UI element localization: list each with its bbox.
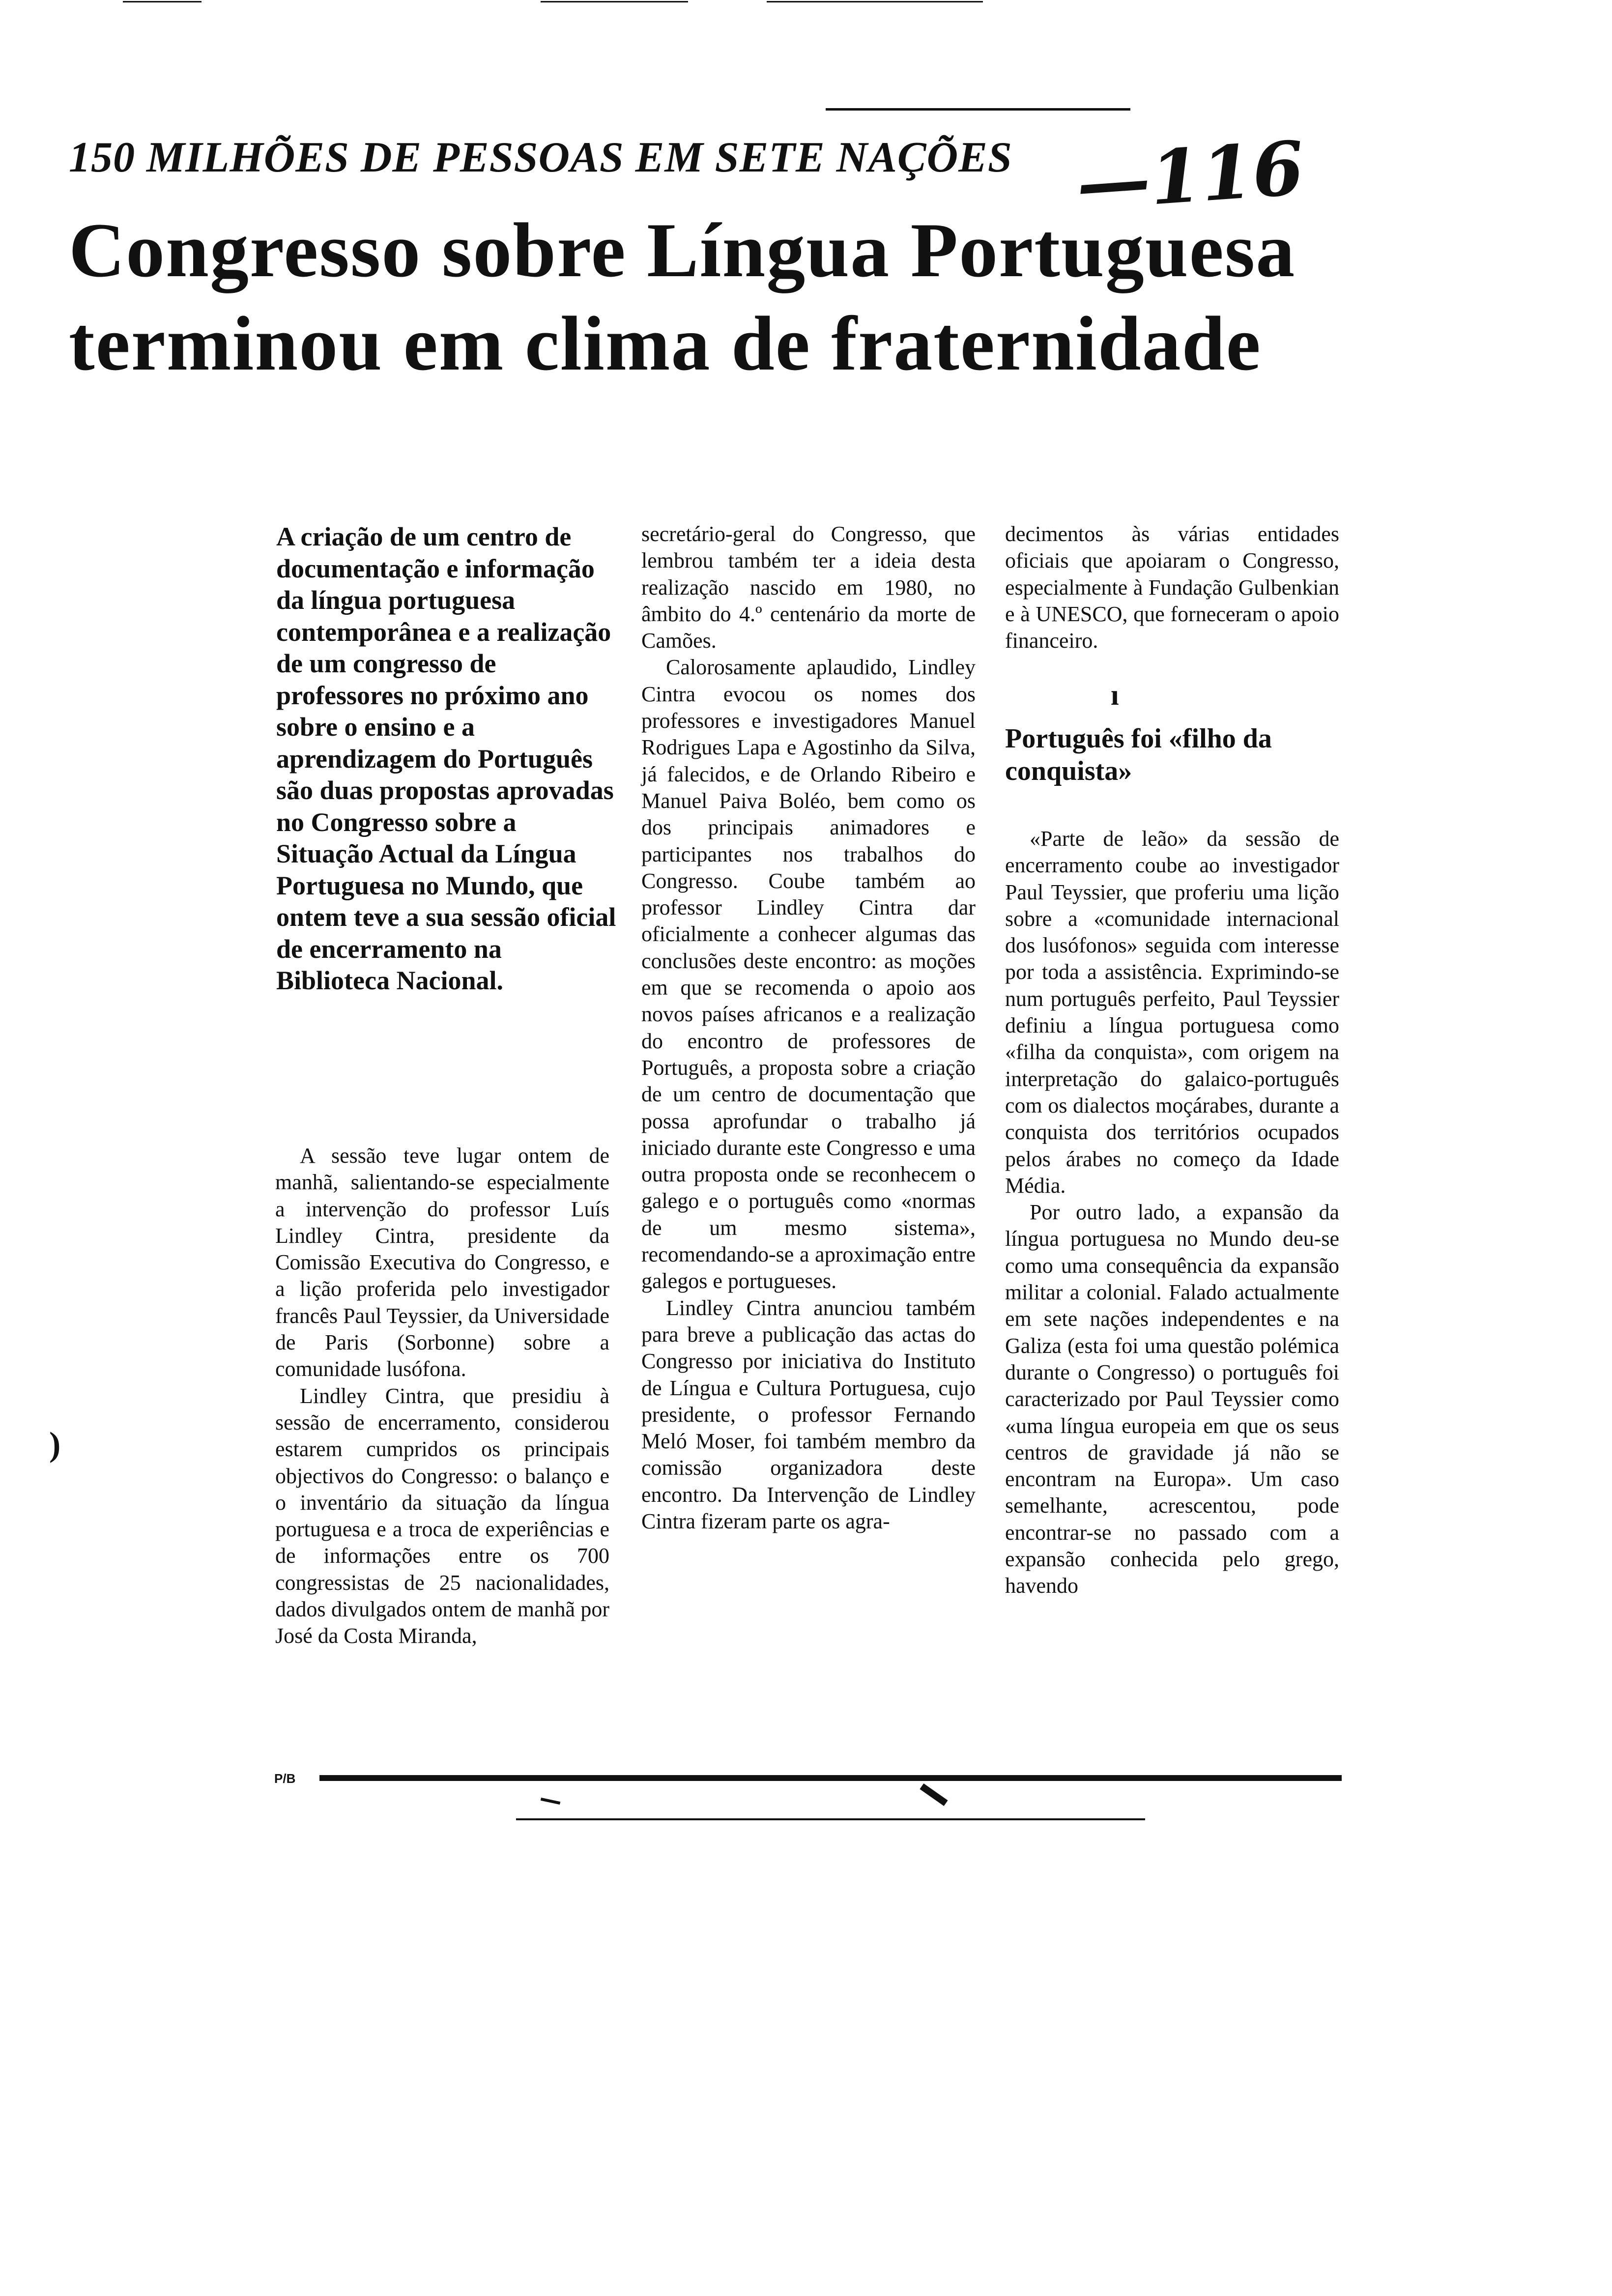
column-1-paragraph-2: Lindley Cintra, que presidiu à sessão de encerramento, considerou estarem cumpridos os principais objectivos do Congresso: o balanço e o inventário da situação da língua portuguesa e a troca de experiências e de informações entre os 700 congressistas de 25 nacionalidades, dados divulgados ontem de manhã por José da Costa Miranda, (275, 1383, 609, 1648)
footer-rule-thin (516, 1818, 1145, 1820)
column-3-body (1005, 826, 1339, 1600)
column-2 (641, 521, 976, 1535)
lead-paragraph: A criação de um centro de documentação e informação da língua portuguesa contemporânea e a realização de um congresso de professores no próximo ano sobre o ensino e a aprendizagem do Português são duas propostas aprovadas no Congresso sobre a Situação Actual da Língua Portuguesa no Mundo, que ontem teve a sua sessão oficial de encerramento na Biblioteca Nacional. (276, 522, 616, 995)
column-1-paragraph-1: A sessão teve lugar ontem de manhã, salientando-se especialmente a intervenção do professor Luís Lindley Cintra, presidente da Comissão Executiva do Congresso, e a lição proferida pelo investigador francês Paul Teyssier, da Universidade de Paris (Sorbonne) sobre a comunidade lusófona. (275, 1144, 609, 1381)
column-3-intro: decimentos às várias entidades oficiais que apoiaram o Congresso, especialmente à Fundação Gulbenkian e à UNESCO, que forneceram o apoio financeiro. (1005, 522, 1339, 653)
column-1 (275, 1143, 609, 1650)
column-3 (1005, 521, 1339, 654)
column-3-paragraph-1: «Parte de leão» da sessão de encerramento coube ao investigador Paul Teyssier, que proferiu uma lição sobre a «comunidade internacional dos lusófonos» seguida com interesse por toda a assistência. Exprimindo-se num português perfeito, Paul Teyssier definiu a língua portuguesa como «filha da conquista», com origem na interpretação do galaico-português com os dialectos moçárabes, durante a conquista dos territórios ocupados pelos árabes no começo da Idade Média. (1005, 827, 1339, 1198)
header-rule (826, 108, 1130, 111)
scan-rule-top-center (541, 1, 688, 2)
stray-parenthesis-mark: ) (49, 1426, 61, 1464)
footer-rule-thick (319, 1775, 1342, 1781)
stray-tick-mark: ı (1111, 679, 1119, 711)
headline-line-1: Congresso sobre Língua Portuguesa (69, 207, 1296, 293)
headline (69, 204, 1295, 391)
headline-line-2: terminou em clima de fraternidade (69, 301, 1262, 387)
scan-rule-top-right (767, 1, 983, 2)
footer-code: P/B (274, 1771, 296, 1786)
scan-rule-top-left (123, 1, 202, 2)
column-3-subhead: Português foi «filho da conquista» (1005, 723, 1272, 786)
reference-mark: —116 (1073, 125, 1307, 227)
column-2-paragraph-3: Lindley Cintra anunciou também para breve a publicação das actas do Congresso por iniciativa do Instituto de Língua e Cultura Portuguesa, cujo presidente, o professor Fernando Meló Moser, foi também membro da comissão organizadora deste encontro. Da Intervenção de Lindley Cintra fizeram parte os agra- (641, 1295, 976, 1533)
footer-pen-mark (920, 1783, 948, 1806)
footer-arrow-mark (541, 1798, 560, 1805)
column-3-paragraph-2: Por outro lado, a expansão da língua portuguesa no Mundo deu-se como uma consequência da expansão militar a colonial. Falado actualmente em sete nações independentes e na Galiza (esta foi uma questão polémica durante o Congresso) o português foi caracterizado por Paul Teyssier como «uma língua europeia em que os seus centros de gravidade já não se encontram na Europa». Um caso semelhante, acrescentou, pode encontrar-se no passado com a expansão conhecida pelo grego, havendo (1005, 1200, 1339, 1598)
column-2-paragraph-2: Calorosamente aplaudido, Lindley Cintra evocou os nomes dos professores e investigadores Manuel Rodrigues Lapa e Agostinho da Silva, já falecidos, e de Orlando Ribeiro e Manuel Paiva Boléo, bem como os dos principais animadores e participantes nos trabalhos do Congresso. Coube também ao professor Lindley Cintra dar oficialmente a conhecer algumas das conclusões deste encontro: as moções em que se recomenda o apoio aos novos países africanos e a realização do encontro de professores de Português, a proposta sobre a criação de um centro de documentação que possa aprofundar o trabalho já iniciado durante este Congresso e uma outra proposta onde se reconhecem o galego e o português como «normas de um mesmo sistema», recomendando-se a aproximação entre galegos e portugueses. (641, 655, 976, 1293)
kicker: 150 MILHÕES DE PESSOAS EM SETE NAÇÕES (69, 134, 1012, 181)
column-2-paragraph-1: secretário-geral do Congresso, que lembrou também ter a ideia desta realização nascido em 1980, no âmbito do 4.º centenário da morte de Camões. (641, 522, 976, 653)
